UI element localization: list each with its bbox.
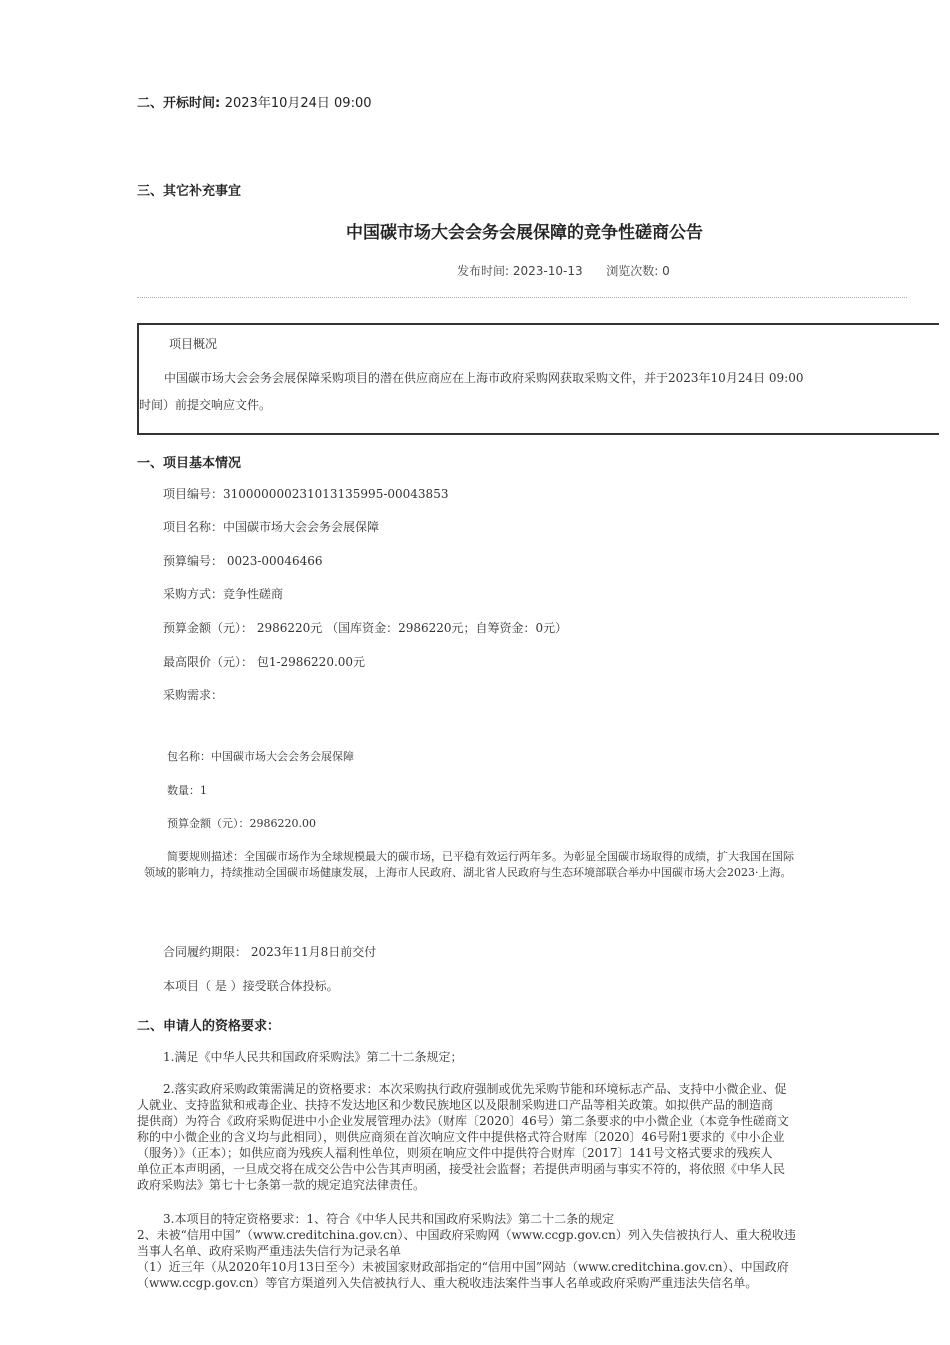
bid-opening-label: 二、开标时间: (137, 96, 221, 111)
qualification-item-2-line: 人就业、支持监狱和戒毒企业、扶持不发达地区和少数民族地区以及限制采购进口产品等相关政策。如拟供产品的制造商 (137, 1098, 774, 1112)
qualification-item-3-line: 2、未被“信用中国”（www.creditchina.gov.cn）、中国政府采购网（www.ccgp.gov.cn）列入失信被执行人、重大税收违 (137, 1228, 796, 1242)
package-desc-line-1: 简要规则描述：全国碳市场作为全球规模最大的碳市场，已平稳有效运行两年多。为彰显全国碳市场取得的成绩，扩大我国在国际 (167, 850, 794, 863)
budget-number: 预算编号： 0023-00046466 (163, 554, 323, 568)
qualification-item-2-line: 单位正本声明函，一旦成交将在成交公告中公告其声明函，接受社会监督；若提供声明函与事实不符的，将依照《中华人民 (137, 1162, 786, 1176)
max-price: 最高限价（元）： 包1-2986220.00元 (163, 655, 366, 669)
project-name: 项目名称：中国碳市场大会会务会展保障 (163, 520, 380, 534)
qualification-item-2-line: 提供商）为符合《政府采购促进中小企业发展管理办法》（财库〔2020〕46号）第二条要求的中小微企业（本竞争性磋商文 (137, 1114, 789, 1128)
qualification-heading: 二、申请人的资格要求： (137, 1019, 281, 1034)
consortium-note: 本项目（ 是 ）接受联合体投标。 (163, 979, 339, 993)
notice-title: 中国碳市场大会会务会展保障的竞争性磋商公告 (346, 223, 703, 243)
bid-opening-time (137, 92, 372, 111)
publish-date: 2023-10-13 (512, 264, 583, 278)
qualification-item-3-line: 当事人名单、政府采购严重违法失信行为记录名单 (137, 1244, 402, 1258)
procurement-method: 采购方式：竞争性磋商 (163, 587, 284, 601)
procurement-demand: 采购需求： (163, 688, 224, 702)
qualification-item-2-line: 2.落实政府采购政策需满足的资格要求：本次采购执行政府强制或优先采购节能和环境标志产品、支持中小微企业、促 (163, 1082, 787, 1096)
qualification-item-3-line: （1）近三年（从2020年10月13日至今）未被国家财政部指定的“信用中国”网站（www.creditchina.gov.cn）、中国政府 (137, 1260, 789, 1274)
notice-meta (457, 262, 670, 279)
qualification-item-3-line: （www.ccgp.gov.cn）等官方渠道列入失信被执行人、重大税收违法案件当事人名单或政府采购严重违法失信名单。 (137, 1276, 758, 1290)
basic-info-heading: 一、项目基本情况 (137, 456, 242, 471)
project-overview-box (137, 323, 939, 435)
views-count: 0 (662, 264, 670, 278)
bid-opening-value: 2023年10月24日 09:00 (224, 96, 372, 111)
budget-amount: 预算金额（元）： 2986220元 （国库资金：2986220元；自筹资金：0元） (163, 621, 568, 635)
contract-period: 合同履约期限： 2023年11月8日前交付 (163, 945, 377, 959)
overview-line-2: 时间）前提交响应文件。 (139, 398, 272, 412)
qualification-item-2-line: 称的中小微企业的含义均与此相同），则供应商须在首次响应文件中提供格式符合财库〔2020〕46号附1要求的《中小企业 (137, 1130, 785, 1144)
package-name: 包名称：中国碳市场大会会务会展保障 (167, 750, 354, 763)
other-matters-heading: 三、其它补充事宜 (137, 184, 242, 199)
qualification-item-1: 1.满足《中华人民共和国政府采购法》第二十二条规定； (163, 1050, 463, 1064)
overview-line-1: 中国碳市场大会会务会展保障采购项目的潜在供应商应在上海市政府采购网获取采购文件，并于2023年10月24日 09:00 (164, 371, 804, 385)
package-quantity: 数量：1 (167, 784, 207, 797)
divider (137, 297, 907, 298)
package-desc-line-2: 领域的影响力，持续推动全国碳市场健康发展，上海市人民政府、湖北省人民政府与生态环境部联合举办中国碳市场大会2023·上海。 (144, 866, 792, 879)
views-label: 浏览次数: (606, 264, 659, 278)
publish-label: 发布时间: (457, 264, 510, 278)
qualification-item-3-line: 3.本项目的特定资格要求：1、符合《中华人民共和国政府采购法》第二十二条的规定 (163, 1212, 615, 1226)
qualification-item-2-line: （服务）》（正本）；如供应商为残疾人福利性单位，则须在响应文件中提供符合财库〔2017〕141号文格式要求的残疾人 (137, 1146, 773, 1160)
package-budget: 预算金额（元）：2986220.00 (167, 817, 316, 830)
project-number: 项目编号：310000000231013135995-00043853 (163, 487, 449, 501)
qualification-item-2-line: 政府采购法》第七十七条第一款的规定追究法律责任。 (137, 1178, 426, 1192)
overview-heading: 项目概况 (169, 337, 218, 351)
